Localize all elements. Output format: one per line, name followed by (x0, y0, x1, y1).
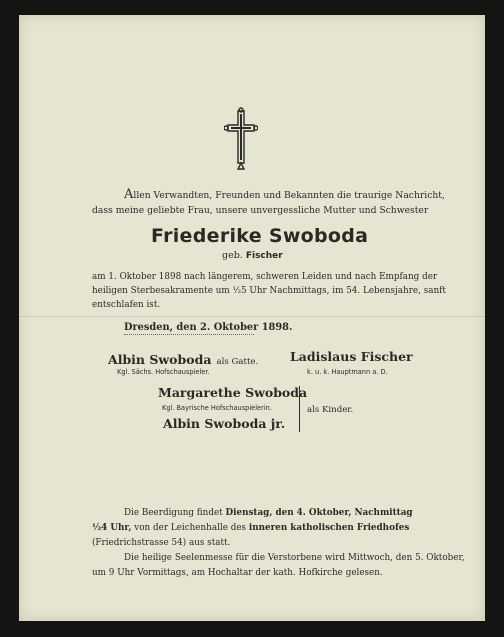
funeral-line-2 (92, 521, 409, 537)
mass-line-2: um 9 Uhr Vormittags, am Hochaltar der kath. Hofkirche gelesen. (92, 568, 383, 578)
details-line-3: entschlafen ist. (92, 300, 161, 310)
dotted-rule (124, 334, 254, 335)
place-date (124, 322, 292, 333)
mass-line-1: Die heilige Seelenmesse für die Verstorbene wird Mittwoch, den 5. Oktober, (124, 553, 465, 563)
paper-fold (19, 316, 485, 317)
cemetery-name: inneren katholischen Friedhofes (248, 523, 410, 533)
details-line-2: heiligen Sterbesakramente um ¹⁄₂5 Uhr Nachmittags, im 54. Lebensjahre, sanft (92, 286, 446, 296)
husband-name: Albin Swoboda (108, 352, 212, 367)
brother-name: Ladislaus Fischer (290, 349, 413, 364)
children-label: als Kinder. (307, 405, 354, 415)
daughter-name: Margarethe Swoboda (158, 385, 308, 400)
intro-line-2: dass meine geliebte Frau, unsere unvergessliche Mutter und Schwester (92, 205, 429, 216)
funeral-date: Dienstag, den 4. Oktober, Nachmittag (225, 508, 413, 518)
brother-title: k. u. k. Hauptmann a. D. (307, 368, 388, 376)
funeral-time: ¹⁄₂4 Uhr, (92, 523, 132, 533)
cross-icon (224, 107, 258, 171)
deceased-name: Friederike Swoboda (151, 225, 369, 247)
husband-title: Kgl. Sächs. Hofschauspieler. (117, 368, 210, 376)
funeral-line-1a: Die Beerdigung findet (124, 508, 223, 518)
place: Dresden, den 2. Oktober 1898. (124, 322, 293, 333)
birth-name-prefix: geb. (222, 250, 243, 261)
husband-line (108, 349, 258, 368)
intro-line-1-text: llen Verwandten, Freunden und Bekannten die traurige Nachricht, (133, 190, 445, 201)
daughter-title: Kgl. Bayrische Hofschauspielerin. (162, 404, 272, 412)
funeral-line-3: (Friedrichstrasse 54) aus statt. (92, 538, 231, 548)
details-line-1: am 1. Oktober 1898 nach längerem, schweren Leiden und nach Empfang der (92, 272, 438, 282)
funeral-line-2b: von der Leichenhalle des (134, 523, 247, 533)
intro-initial: A (124, 187, 134, 202)
husband-role: als Gatte. (216, 357, 259, 367)
intro-line-1 (124, 187, 445, 203)
funeral-line-1 (124, 506, 413, 522)
son-name: Albin Swoboda jr. (163, 416, 286, 431)
birth-name-line (222, 250, 283, 261)
birth-name: Fischer (245, 251, 283, 261)
children-bracket (297, 386, 300, 432)
